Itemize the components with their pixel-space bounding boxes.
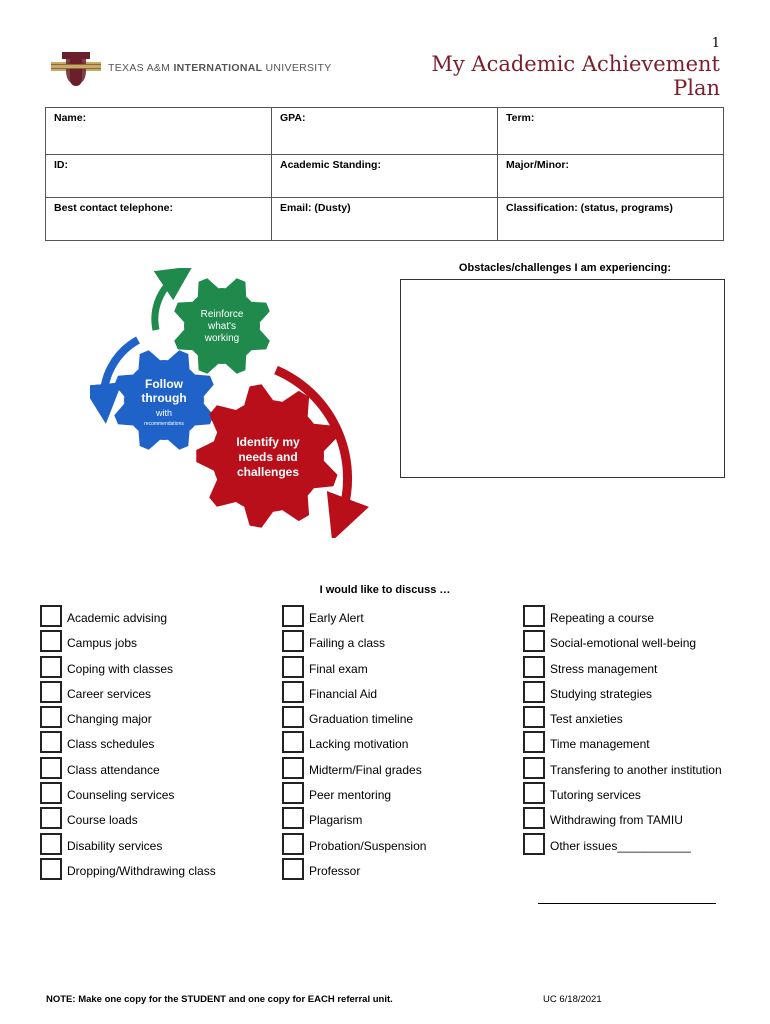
checkbox-item (282, 731, 522, 756)
checkbox-item (40, 656, 280, 681)
info-field-major-minor[interactable]: Major/Minor: (498, 155, 724, 198)
info-field-name[interactable]: Name: (46, 108, 272, 155)
checkbox-item (40, 833, 280, 858)
checkbox-label: Plagarism (309, 813, 363, 828)
checkbox-item (523, 782, 763, 807)
checkbox-item (282, 858, 522, 883)
green-cycle-arrow (155, 276, 178, 330)
checkbox-item (523, 706, 763, 731)
checkbox-label: Dropping/Withdrawing class (67, 863, 216, 878)
checkbox-item (282, 782, 522, 807)
checkbox-item (40, 681, 280, 706)
checkbox-item (282, 605, 522, 630)
checkbox[interactable] (40, 833, 62, 855)
checkbox-label: Early Alert (309, 611, 364, 625)
checkbox-label: Coping with classes (67, 661, 174, 676)
blue-gear-line: through (141, 391, 187, 405)
info-field-term[interactable]: Term: (498, 108, 724, 155)
checkbox-label: Final exam (309, 661, 368, 676)
checkbox-item (282, 833, 522, 858)
info-field-id[interactable]: ID: (46, 155, 272, 198)
checkbox-label: Social-emotional well-being (550, 636, 697, 651)
checkbox-item (40, 706, 280, 731)
info-row (46, 155, 724, 198)
checkbox[interactable] (282, 782, 304, 804)
checkbox[interactable] (523, 605, 545, 627)
red-gear-line: needs and (238, 450, 298, 464)
checkbox-item (40, 807, 280, 832)
checkbox[interactable] (523, 656, 545, 678)
info-field-telephone[interactable]: Best contact telephone: (46, 198, 272, 241)
checkbox[interactable] (40, 630, 62, 652)
checkbox[interactable] (523, 807, 545, 829)
checkbox-item (40, 630, 280, 655)
checkbox[interactable] (523, 833, 545, 855)
student-info-table (45, 107, 724, 241)
green-gear-line: working (204, 333, 240, 344)
info-row (46, 198, 724, 241)
checkbox-label: Transfering to another institution (550, 762, 722, 777)
checkbox-item (40, 782, 280, 807)
checkbox-item (40, 731, 280, 756)
checkbox-label: Failing a class (309, 636, 386, 651)
checkbox-label: Career services (67, 686, 152, 701)
checkbox[interactable] (282, 706, 304, 728)
green-gear-line: what's (207, 321, 237, 332)
checkbox-item (523, 833, 763, 858)
blue-gear-tiny: recommendations (144, 421, 184, 427)
red-gear-line: challenges (236, 465, 300, 479)
checkbox-label: Professor (309, 863, 361, 878)
checkbox-label: Changing major (67, 712, 152, 727)
info-row (46, 108, 724, 155)
blue-gear-sub: with (155, 408, 173, 418)
checkbox-item (523, 757, 763, 782)
checkbox[interactable] (282, 681, 304, 703)
checkbox[interactable] (282, 630, 304, 652)
checkbox[interactable] (282, 656, 304, 678)
checkbox-item (523, 807, 763, 832)
university-name: TEXAS A&M INTERNATIONAL UNIVERSITY (108, 62, 332, 74)
green-gear-line: Reinforce (200, 309, 244, 320)
checkbox[interactable] (282, 757, 304, 779)
info-field-email[interactable]: Email: (Dusty) (272, 198, 498, 241)
checkbox[interactable] (523, 731, 545, 753)
checkbox-label: Peer mentoring (309, 788, 392, 803)
info-field-gpa[interactable]: GPA: (272, 108, 498, 155)
revision-date: UC 6/18/2021 (543, 994, 602, 1005)
checkbox-label: Stress management (550, 661, 658, 676)
checkbox-item (40, 605, 280, 630)
checkbox-label: Withdrawing from TAMIU (550, 813, 683, 828)
discuss-heading: I would like to discuss … (319, 584, 451, 596)
checkbox[interactable] (282, 731, 304, 753)
checkbox[interactable] (523, 706, 545, 728)
university-logo (48, 50, 332, 90)
page-title: My Academic Achievement Plan (431, 52, 720, 100)
checkbox[interactable] (40, 782, 62, 804)
checkbox-item (523, 731, 763, 756)
checkbox[interactable] (282, 605, 304, 627)
checkbox-label: Probation/Suspension (309, 838, 427, 853)
checkbox[interactable] (523, 630, 545, 652)
checkbox-item (282, 630, 522, 655)
red-gear-line: Identify my (236, 435, 300, 449)
checkbox-label: Lacking motivation (309, 737, 409, 752)
checkbox-label: Graduation timeline (309, 712, 414, 727)
checkbox-label: Other issues___________ (550, 838, 691, 853)
checkbox[interactable] (40, 605, 62, 627)
checkbox-label: Class schedules (67, 737, 155, 752)
checkbox[interactable] (523, 681, 545, 703)
checkbox-item (523, 656, 763, 681)
checkbox[interactable] (40, 807, 62, 829)
checkbox-item (523, 605, 763, 630)
discuss-column-1 (40, 605, 280, 883)
checkbox-label: Academic advising (67, 611, 168, 625)
obstacles-label: Obstacles/challenges I am experiencing: (458, 262, 672, 274)
checkbox[interactable] (523, 757, 545, 779)
checkbox-label: Repeating a course (550, 611, 655, 625)
footer-note: NOTE: Make one copy for the STUDENT and one copy for EACH referral unit. (46, 994, 393, 1005)
checkbox-label: Test anxieties (550, 712, 623, 727)
checkbox-item (282, 681, 522, 706)
checkbox-label: Midterm/Final grades (309, 762, 422, 777)
checkbox-label: Studying strategies (550, 686, 653, 701)
checkbox[interactable] (282, 858, 304, 880)
tamiu-emblem-icon (48, 50, 104, 90)
checkbox[interactable] (523, 782, 545, 804)
checkbox[interactable] (40, 681, 62, 703)
checkbox-label: Course loads (67, 813, 138, 828)
checkbox[interactable] (40, 656, 62, 678)
gears-cycle-diagram (90, 268, 380, 538)
checkbox-label: Disability services (67, 838, 163, 853)
checkbox-label: Counseling services (67, 788, 175, 803)
checkbox[interactable] (40, 731, 62, 753)
checkbox-item (282, 706, 522, 731)
checkbox-label: Time management (550, 737, 650, 752)
other-issues-line[interactable] (538, 903, 716, 904)
checkbox[interactable] (282, 807, 304, 829)
checkbox-item (282, 656, 522, 681)
checkbox-label: Financial Aid (309, 686, 378, 701)
checkbox-label: Campus jobs (67, 636, 138, 651)
info-field-classification[interactable]: Classification: (status, programs) (498, 198, 724, 241)
checkbox[interactable] (40, 858, 62, 880)
checkbox-label: Tutoring services (550, 788, 641, 803)
checkbox-item (282, 757, 522, 782)
checkbox-item (523, 681, 763, 706)
checkbox[interactable] (282, 833, 304, 855)
obstacles-textbox[interactable] (400, 279, 725, 478)
page-number: 1 (711, 36, 720, 51)
checkbox-label: Class attendance (67, 762, 160, 777)
checkbox-item (282, 807, 522, 832)
checkbox-item (40, 757, 280, 782)
discuss-column-3 (523, 605, 763, 858)
checkbox[interactable] (40, 757, 62, 779)
info-field-academic-standing[interactable]: Academic Standing: (272, 155, 498, 198)
blue-gear-line: Follow (145, 377, 183, 391)
checkbox-item (40, 858, 280, 883)
discuss-column-2 (282, 605, 522, 883)
checkbox-item (523, 630, 763, 655)
checkbox[interactable] (40, 706, 62, 728)
